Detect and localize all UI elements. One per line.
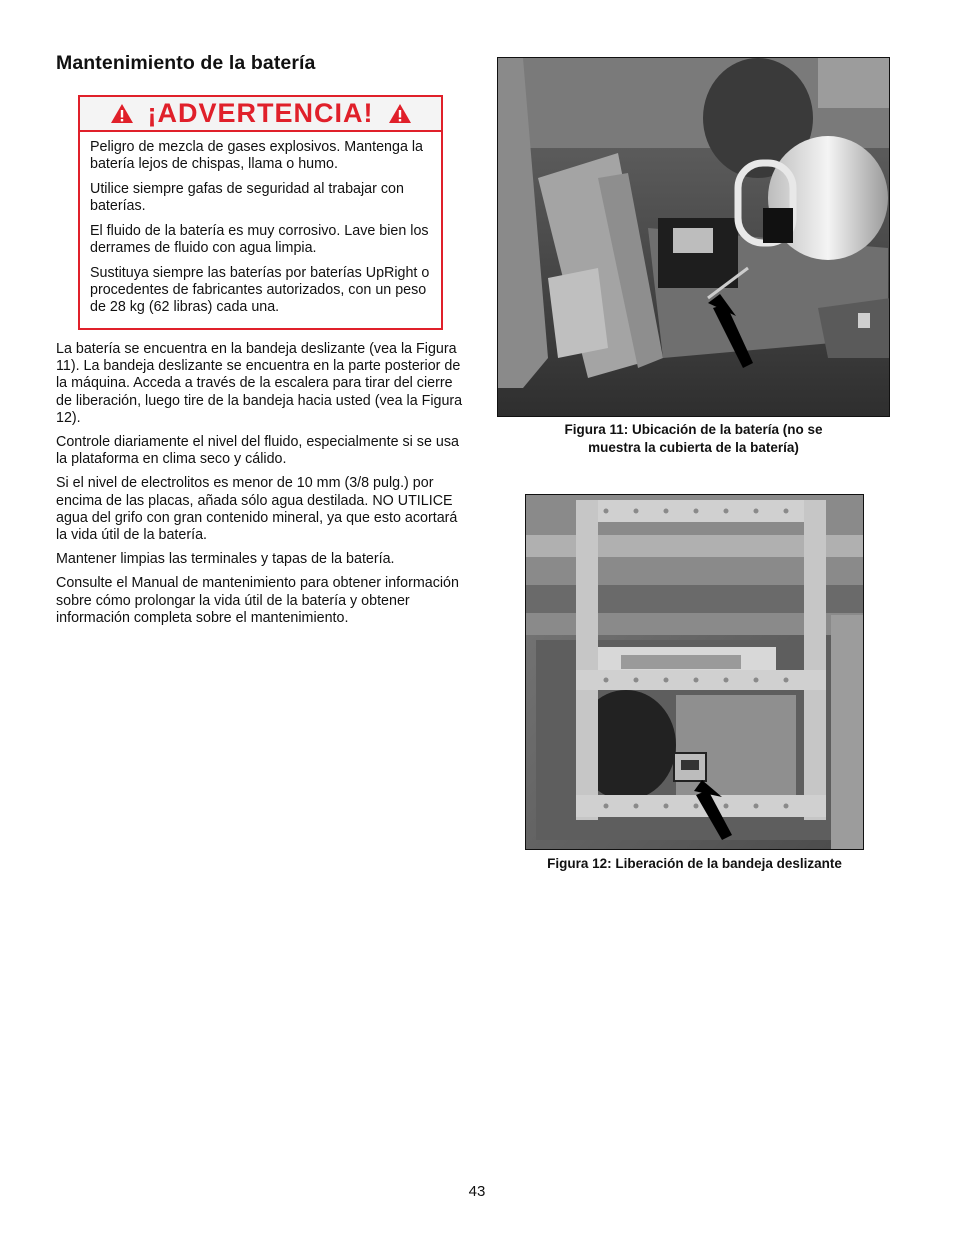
figure-11-caption-line: muestra la cubierta de la batería) <box>588 440 799 455</box>
warning-heading: ¡ADVERTENCIA! <box>147 98 374 128</box>
body-paragraph: Controle diariamente el nivel del fluido, especialmente si se usa la plataforma en clima seco y cálido. <box>56 434 459 468</box>
figure-12-caption: Figura 12: Liberación de la bandeja deslizante <box>547 856 842 871</box>
figure-11-caption-line: Figura 11: Ubicación de la batería (no se <box>564 422 823 437</box>
body-paragraph: La batería se encuentra en la bandeja deslizante (vea la Figura 11). La bandeja deslizante se encuentra en la parte posterior de la máquina. Acceda a través de la escalera para tirar del cierre de liberación, luego tire de la bandeja hacia usted (vea la Figura 12). <box>56 341 463 426</box>
page-number: 43 <box>468 1183 486 1200</box>
body-text <box>56 341 466 634</box>
body-paragraph: Consulte el Manual de mantenimiento para obtener información sobre cómo prolongar la vida útil de la batería y obtener información completa sobre el mantenimiento. <box>56 575 459 626</box>
figure-11-caption <box>497 421 890 457</box>
warning-paragraph: Utilice siempre gafas de seguridad al trabajar con baterías. <box>90 181 404 214</box>
section-title: Mantenimiento de la batería <box>56 52 316 74</box>
figure-12-photo <box>525 494 864 850</box>
figure-11-photo <box>497 57 890 417</box>
warning-paragraph: Peligro de mezcla de gases explosivos. Mantenga la batería lejos de chispas, llama o humo. <box>90 139 423 172</box>
warning-box <box>78 95 443 330</box>
warning-triangle-icon <box>110 103 134 124</box>
warning-triangle-icon <box>388 103 412 124</box>
warning-paragraph: El fluido de la batería es muy corrosivo. Lave bien los derrames de fluido con agua limpia. <box>90 223 429 256</box>
body-paragraph: Si el nivel de electrolitos es menor de 10 mm (3/8 pulg.) por encima de las placas, añada sólo agua destilada. NO UTILICE agua del grifo con gran contenido mineral, ya que esto acortará la vida útil de la batería. <box>56 475 458 544</box>
warning-header <box>80 97 441 132</box>
warning-body <box>80 132 441 316</box>
warning-paragraph: Sustituya siempre las baterías por baterías UpRight o procedentes de fabricantes autorizados, con un peso de 28 kg (62 libras) cada una. <box>90 265 430 315</box>
body-paragraph: Mantener limpias las terminales y tapas de la batería. <box>56 551 395 568</box>
